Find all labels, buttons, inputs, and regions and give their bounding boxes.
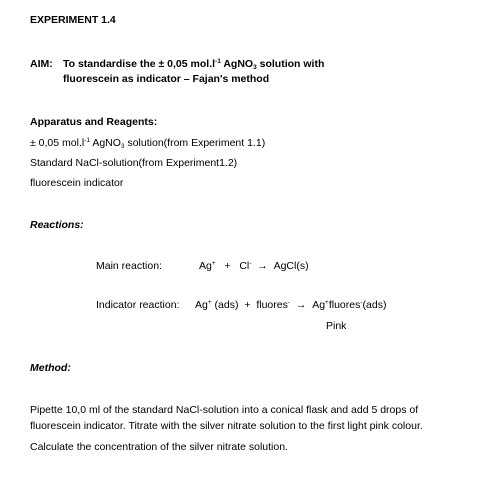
app-text-b: AgNO (89, 137, 121, 149)
aim-line-1 (63, 58, 324, 70)
main-product: AgCl(s) (273, 260, 309, 272)
ind-product-state: (ads) (362, 299, 387, 311)
app-text-c: solution(from Experiment 1.1) (124, 137, 266, 149)
aim-text-b: AgNO (220, 58, 254, 70)
ind-plus: + (244, 299, 251, 311)
ind-fluores-charge: - (287, 299, 290, 306)
app-sup: -1 (84, 137, 90, 144)
indicator-reaction-label: Indicator reaction: (96, 299, 180, 311)
main-reaction-equation (199, 260, 309, 272)
ind-product-fluores-charge: - (360, 299, 363, 306)
main-ag-charge: + (211, 260, 216, 267)
main-ag: Ag (199, 260, 212, 272)
app-text-a: ± 0,05 mol.l (30, 137, 85, 149)
indicator-reaction-equation (195, 299, 386, 311)
apparatus-item-silver-nitrate (30, 137, 265, 149)
main-cl: Cl (239, 260, 250, 272)
apparatus-item-fluorescein: fluorescein indicator (30, 177, 124, 189)
main-reaction-label: Main reaction: (96, 260, 162, 272)
main-arrow-icon: → (257, 260, 268, 272)
ind-fluores: fluores (256, 299, 288, 311)
aim-line-2: fluorescein as indicator – Fajan's method (63, 73, 270, 85)
reactions-title: Reactions: (30, 219, 84, 231)
main-plus: + (224, 260, 231, 272)
ind-product-ag: Ag (312, 299, 326, 311)
app-sub: 3 (120, 143, 125, 150)
pink-colour-label: Pink (326, 320, 347, 332)
apparatus-title: Apparatus and Reagents: (30, 116, 158, 128)
main-cl-charge: - (249, 260, 252, 267)
method-paragraph-procedure: Pipette 10,0 ml of the standard NaCl-solution into a conical flask and add 5 drops of fluorescein indicator. Titrate with the silver nitrate solution to the first light pink colour. (30, 404, 423, 432)
method-title: Method: (30, 362, 71, 374)
ind-ag-charge: + (207, 299, 212, 306)
aim-sub: 3 (253, 64, 257, 71)
ind-ag: Ag (195, 299, 208, 311)
experiment-heading: EXPERIMENT 1.4 (30, 14, 116, 26)
ind-product-fluores: fluores (328, 299, 361, 311)
method-paragraph-calculation: Calculate the concentration of the silver nitrate solution. (30, 441, 288, 453)
ind-product-ag-charge: + (325, 299, 329, 306)
ind-arrow-icon: → (295, 299, 307, 311)
aim-text-a: To standardise the ± 0,05 mol.l (63, 58, 216, 70)
aim-text-c: solution with (256, 58, 325, 70)
aim-sup: -1 (215, 58, 221, 65)
apparatus-item-nacl: Standard NaCl-solution(from Experiment1.2) (30, 157, 238, 169)
ind-ag-state: (ads) (211, 299, 239, 311)
aim-label: AIM: (30, 58, 53, 70)
